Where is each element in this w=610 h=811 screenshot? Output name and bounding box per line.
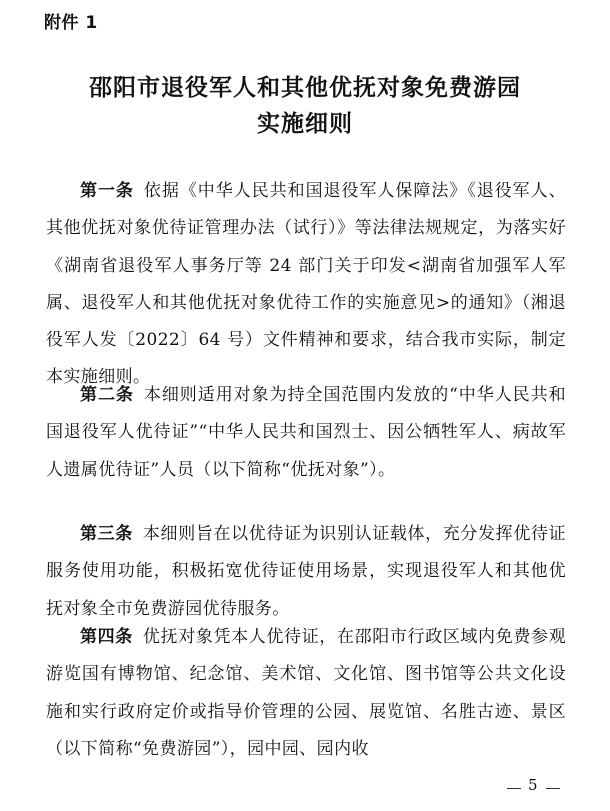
article-1-text: 依据《中华人民共和国退役军人保障法》《退役军人、其他优抚对象优待证管理办法（试行）》等法律法规规定，为落实好《湖南省退役军人事务厅等 24 部门关于印发<湖南省加强军人军属、退役军人和其他优抚对象优待工作的实施意见>的通知》（湘退役军人发〔2022〕64 号）文件精神和要求，结合我市实际，制定本实施细则。 bbox=[46, 181, 566, 388]
article-4-heading: 第四条 bbox=[80, 627, 133, 647]
attachment-label: 附件 1 bbox=[44, 13, 98, 33]
article-3 bbox=[46, 516, 566, 628]
article-4 bbox=[46, 619, 566, 768]
article-3-text: 本细则旨在以优待证为识别认证载体，充分发挥优待证服务使用功能，积极拓宽优待证使用场景，实现退役军人和其他优抚对象全市免费游园优待服务。 bbox=[46, 524, 566, 619]
document-title-line-1: 邵阳市退役军人和其他优抚对象免费游园 bbox=[89, 75, 521, 101]
article-1-heading: 第一条 bbox=[80, 181, 134, 201]
page-number-dash-right bbox=[546, 788, 560, 789]
document-title-line-2: 实施细则 bbox=[257, 111, 353, 137]
article-3-heading: 第三条 bbox=[80, 524, 133, 544]
article-2 bbox=[46, 377, 566, 489]
article-1 bbox=[46, 173, 566, 397]
page-number-dash-left bbox=[507, 788, 521, 789]
page-number: 5 bbox=[528, 776, 538, 794]
article-2-heading: 第二条 bbox=[80, 385, 134, 405]
article-2-text: 本细则适用对象为持全国范围内发放的“中华人民共和国退役军人优待证”“中华人民共和国烈士、因公牺牲军人、病故军人遗属优待证”人员（以下简称“优抚对象”）。 bbox=[46, 385, 566, 480]
article-4-text: 优抚对象凭本人优待证，在邵阳市行政区域内免费参观游览国有博物馆、纪念馆、美术馆、文化馆、图书馆等公共文化设施和实行政府定价或指导价管理的公园、展览馆、名胜古迹、景区（以下简称“免费游园”），园中园、园内收 bbox=[46, 627, 566, 759]
